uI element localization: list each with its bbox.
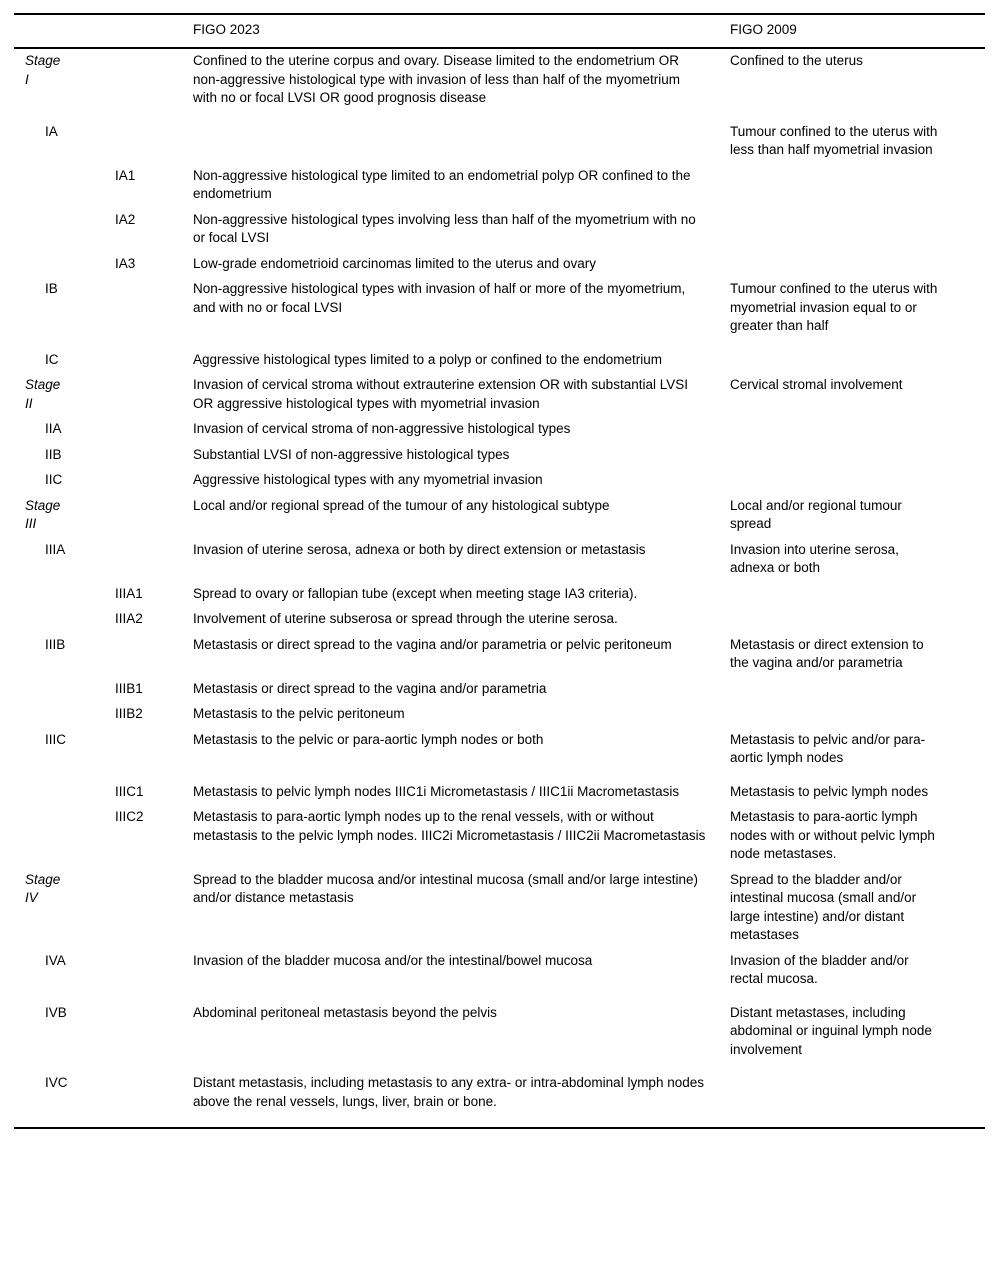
table-body: [14, 49, 985, 1115]
table-header-row: [14, 13, 985, 49]
figo2023-cell: Spread to the bladder mucosa and/or intestinal mucosa (small and/or large intestine) and/or distance metastasis: [193, 871, 699, 905]
stage-cell: IVA: [45, 952, 66, 968]
table-row: [14, 49, 985, 112]
figo2023-cell: Metastasis or direct spread to the vagina and/or parametria or pelvic peritoneum: [193, 636, 672, 652]
table-row: [14, 779, 985, 805]
substage-cell: IIIA1: [115, 585, 143, 601]
table-row: [14, 493, 985, 537]
table-row: [14, 373, 985, 417]
figo2023-cell: Invasion of cervical stroma without extrauterine extension OR with substantial LVSI OR aggressive histological types with myometrial invasion: [193, 377, 688, 411]
stage-label: Stage II: [25, 377, 61, 411]
figo2009-cell: Metastasis to pelvic lymph nodes: [730, 783, 929, 799]
figo2009-cell: Spread to the bladder and/or intestinal mucosa (small and/or large intestine) and/or distant metastases: [730, 871, 917, 942]
figo2023-cell: Invasion of cervical stroma of non-aggressive histological types: [193, 421, 571, 436]
stage-cell: [14, 52, 115, 89]
figo2023-cell: Non-aggressive histological types involving less than half of the myometrium with no or focal LVSI: [193, 211, 696, 245]
figo2009-cell: Tumour confined to the uterus with less than half myometrial invasion: [730, 123, 938, 157]
table-row: [14, 676, 985, 702]
stage-cell: IB: [45, 281, 58, 296]
table-row: [14, 1000, 985, 1063]
stage-cell: IC: [45, 351, 59, 367]
stage-cell: IIC: [45, 472, 63, 487]
stage-label: Stage III: [25, 497, 61, 531]
table-row: [14, 607, 985, 633]
table-row: [14, 867, 985, 948]
figo2023-cell: Aggressive histological types with any myometrial invasion: [193, 472, 543, 487]
substage-cell: IIIA2: [115, 611, 143, 626]
figo2023-cell: Non-aggressive histological type limited to an endometrial polyp OR confined to the endometrium: [193, 167, 691, 201]
figo2009-cell: Invasion into uterine serosa, adnexa or both: [730, 541, 899, 575]
figo2009-cell: Invasion of the bladder and/or rectal mucosa.: [730, 952, 909, 986]
table-row: [14, 442, 985, 468]
stage-cell: [14, 376, 115, 413]
figo2023-cell: Invasion of uterine serosa, adnexa or both by direct extension or metastasis: [193, 541, 646, 557]
figo2023-cell: Distant metastasis, including metastasis to any extra- or intra-abdominal lymph nodes above the renal vessels, lungs, liver, brain or bone.: [193, 1075, 704, 1109]
staging-table: [14, 13, 985, 1129]
table-row: [14, 119, 985, 163]
figo2023-cell: Metastasis to the pelvic or para-aortic lymph nodes or both: [193, 731, 544, 747]
figo2023-cell: Abdominal peritoneal metastasis beyond the pelvis: [193, 1004, 497, 1020]
stage-cell: IIB: [45, 446, 62, 462]
figo2009-cell: Distant metastases, including abdominal or inguinal lymph node involvement: [730, 1004, 932, 1057]
figo2023-cell: Aggressive histological types limited to a polyp or confined to the endometrium: [193, 351, 662, 367]
table-row: [14, 163, 985, 207]
substage-cell: IIIC1: [115, 783, 144, 799]
stage-cell: IIA: [45, 421, 62, 436]
figo2009-cell: Metastasis or direct extension to the vagina and/or parametria: [730, 636, 924, 670]
figo2023-cell: Low-grade endometrioid carcinomas limited to the uterus and ovary: [193, 255, 596, 271]
table-row: [14, 347, 985, 373]
stage-cell: IA: [45, 123, 58, 139]
figo2023-cell: Substantial LVSI of non-aggressive histological types: [193, 446, 510, 462]
table-row: [14, 805, 985, 868]
figo2023-cell: Metastasis to para-aortic lymph nodes up to the renal vessels, with or without metastasis to the pelvic lymph nodes. IIIC2i Micrometastasis / IIIC2ii Macrometastasis: [193, 809, 706, 843]
substage-cell: IIIB2: [115, 706, 143, 721]
substage-cell: IIIB1: [115, 680, 143, 696]
table-row: [14, 581, 985, 607]
table-row: [14, 251, 985, 277]
figo2009-cell: Local and/or regional tumour spread: [730, 497, 902, 531]
substage-cell: IA3: [115, 255, 136, 271]
table-row: [14, 948, 985, 992]
substage-cell: IA2: [115, 211, 136, 227]
figo2023-cell: Spread to ovary or fallopian tube (except when meeting stage IA3 criteria).: [193, 585, 638, 601]
stage-cell: IVB: [45, 1004, 67, 1020]
figo2009-cell: Cervical stromal involvement: [730, 377, 903, 392]
figo2023-cell: Metastasis or direct spread to the vagina and/or parametria: [193, 680, 547, 696]
stage-cell: IIIA: [45, 541, 66, 557]
figo2009-cell: Tumour confined to the uterus with myometrial invasion equal to or greater than half: [730, 281, 938, 333]
figo2009-cell: Confined to the uterus: [730, 53, 863, 68]
table-row: [14, 632, 985, 676]
column-header-figo-2009: FIGO 2009: [730, 22, 797, 37]
stage-cell: IIIB: [45, 636, 66, 652]
table-row: [14, 417, 985, 443]
figo2009-cell: Metastasis to pelvic and/or para-aortic lymph nodes: [730, 731, 926, 765]
table-row: [14, 207, 985, 251]
stage-label: Stage I: [25, 53, 61, 87]
stage-cell: IVC: [45, 1075, 68, 1090]
table-row: [14, 727, 985, 771]
table-row: [14, 537, 985, 581]
stage-cell: [14, 497, 115, 534]
table-row: [14, 702, 985, 728]
figo2023-cell: Local and/or regional spread of the tumour of any histological subtype: [193, 497, 610, 513]
figo2023-cell: Metastasis to pelvic lymph nodes IIIC1i Micrometastasis / IIIC1ii Macrometastasis: [193, 783, 680, 799]
figo2023-cell: Invasion of the bladder mucosa and/or the intestinal/bowel mucosa: [193, 952, 593, 968]
figo2023-cell: Non-aggressive histological types with invasion of half or more of the myometrium, and with no or focal LVSI: [193, 281, 686, 315]
table-row: [14, 277, 985, 340]
figo2023-cell: Confined to the uterine corpus and ovary. Disease limited to the endometrium OR non-aggressive histological type with invasion of less than half of the myometrium with no or focal LVSI OR good prognosis disease: [193, 53, 680, 105]
figo2023-cell: Metastasis to the pelvic peritoneum: [193, 706, 405, 721]
table-row: [14, 1071, 985, 1115]
substage-cell: IA1: [115, 167, 136, 183]
stage-cell: IIIC: [45, 731, 67, 747]
stage-label: Stage IV: [25, 871, 61, 905]
stage-cell: [14, 871, 115, 908]
figo2009-cell: Metastasis to para-aortic lymph nodes with or without pelvic lymph node metastases.: [730, 809, 935, 861]
table-row: [14, 468, 985, 494]
figo2023-cell: Involvement of uterine subserosa or spread through the uterine serosa.: [193, 611, 618, 626]
column-header-figo-2023: FIGO 2023: [193, 22, 260, 37]
substage-cell: IIIC2: [115, 809, 144, 824]
